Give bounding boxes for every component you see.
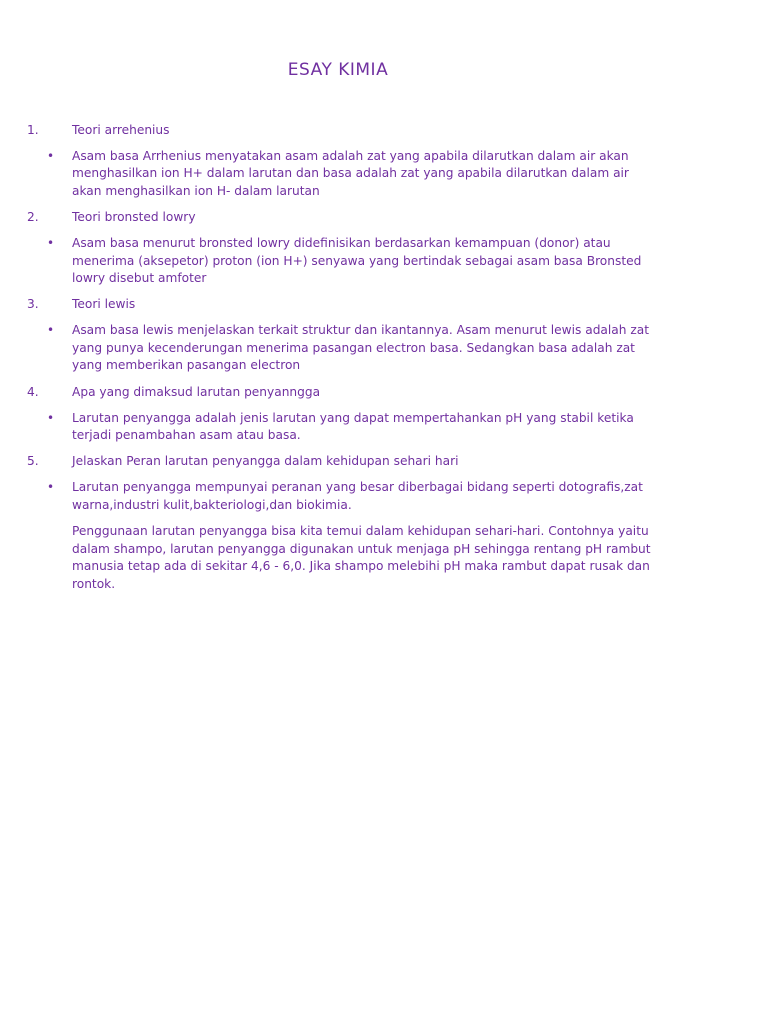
bullet-icon: • [47, 323, 55, 338]
list-item-heading: Teori arrehenius [72, 123, 170, 137]
document-content [0, 122, 768, 602]
bullet-icon: • [47, 149, 55, 163]
list-item-number: 3. [27, 297, 39, 312]
bullet-text: Asam basa Arrhenius menyatakan asam adalah zat yang apabila dilarutkan dalam air akan menghasilkan ion H+ dalam larutan dan basa adalah zat yang apabila dilarutkan dalam air akan menghasilkan ion H- dalam larutan [72, 149, 629, 198]
list-item-number: 1. [27, 123, 39, 137]
list-item-number: 5. [27, 454, 39, 469]
list-item-5-bullet [0, 479, 768, 514]
bullet-icon: • [47, 236, 55, 251]
list-item-1-bullet [0, 148, 768, 200]
bullet-text: Asam basa lewis menjelaskan terkait struktur dan ikantannya. Asam menurut lewis adalah zat yang punya kecenderungan menerima pasangan electron basa. Sedangkan basa adalah zat yang memberikan pasangan electron [72, 323, 649, 373]
list-item-heading: Jelaskan Peran larutan penyangga dalam kehidupan sehari hari [72, 454, 459, 469]
list-item-5-heading-row [0, 453, 768, 470]
list-item-4-heading-row [0, 384, 768, 401]
list-item-2-bullet [0, 235, 768, 287]
bullet-icon: • [47, 480, 55, 495]
list-item-heading: Teori lewis [72, 297, 136, 312]
document-title: ESAY KIMIA [287, 60, 389, 80]
list-item-heading: Apa yang dimaksud larutan penyanngga [72, 384, 321, 399]
list-item-1-heading-row [0, 122, 768, 139]
list-item-5-paragraph: Penggunaan larutan penyangga bisa kita temui dalam kehidupan sehari-hari. Contohnya yaitu dalam shampo, larutan penyangga digunakan untuk menjaga pH sehingga rentang pH rambut manusia tetap ada di sekitar 4,6 - 6,0. Jika shampo melebihi pH maka rambut dapat rusak dan rontok. [72, 524, 651, 591]
bullet-text: Asam basa menurut bronsted lowry didefinisikan berdasarkan kemampuan (donor) atau menerima (aksepetor) proton (ion H+) senyawa yang bertindak sebagai asam basa Bronsted lowry disebut amfoter [72, 236, 642, 286]
list-item-heading: Teori bronsted lowry [72, 210, 196, 225]
list-item-3-heading-row [0, 296, 768, 313]
list-item-number: 2. [27, 210, 39, 225]
list-item-2-heading-row [0, 209, 768, 226]
list-item-3-bullet [0, 322, 768, 374]
list-item-number: 4. [27, 384, 39, 399]
bullet-icon: • [47, 410, 55, 425]
bullet-text: Larutan penyangga mempunyai peranan yang besar diberbagai bidang seperti dotografis,zat warna,industri kulit,bakteriologi,dan biokimia. [72, 480, 643, 512]
list-item-4-bullet [0, 410, 768, 445]
bullet-text: Larutan penyangga adalah jenis larutan yang dapat mempertahankan pH yang stabil ketika terjadi penambahan asam atau basa. [72, 410, 634, 443]
